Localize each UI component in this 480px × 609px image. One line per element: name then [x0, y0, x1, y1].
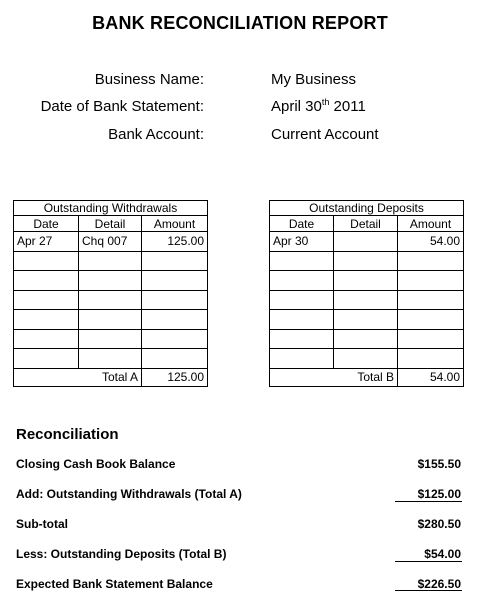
- reconciliation-heading: Reconciliation: [16, 426, 119, 443]
- deposits-cell-amount: [398, 290, 464, 310]
- deposits-cell-detail: [334, 310, 398, 330]
- deposits-row: [270, 232, 464, 252]
- withdrawals-row: [14, 271, 208, 291]
- deposits-row: [270, 290, 464, 310]
- withdrawals-cell-detail: Chq 007: [79, 232, 142, 252]
- deposits-cell-amount: [398, 251, 464, 271]
- balance-rule: [395, 561, 462, 562]
- withdrawals-cell-detail: [79, 290, 142, 310]
- statement-date-value: [271, 98, 366, 115]
- deposits-caption: Outstanding Deposits: [270, 201, 464, 216]
- withdrawals-cell-date: [14, 271, 79, 291]
- add-withdrawals-value: $125.00: [417, 487, 461, 501]
- less-deposits-label: Less: Outstanding Deposits (Total B): [16, 547, 227, 561]
- final-rule: [395, 590, 462, 591]
- withdrawals-row: [14, 349, 208, 369]
- withdrawals-cell-date: [14, 290, 79, 310]
- subtotal-rule: [395, 501, 462, 502]
- deposits-cell-amount: [398, 349, 464, 369]
- deposits-cell-detail: [334, 329, 398, 349]
- business-name-label: Business Name:: [94, 71, 204, 88]
- withdrawals-caption: Outstanding Withdrawals: [14, 201, 208, 216]
- withdrawals-cell-detail: [79, 271, 142, 291]
- withdrawals-total-label: Total A: [79, 368, 142, 386]
- outstanding-deposits-table: [269, 200, 464, 387]
- report-title: BANK RECONCILIATION REPORT: [92, 13, 388, 33]
- withdrawals-cell-amount: [142, 310, 208, 330]
- withdrawals-cell-amount: [142, 349, 208, 369]
- business-name-value: My Business: [271, 71, 357, 88]
- withdrawals-row: [14, 310, 208, 330]
- withdrawals-cell-detail: [79, 329, 142, 349]
- deposits-cell-date: Apr 30: [270, 232, 334, 252]
- deposits-cell-amount: [398, 271, 464, 291]
- deposits-cell-amount: 54.00: [398, 232, 464, 252]
- less-deposits-value: $54.00: [424, 547, 461, 561]
- deposits-row: [270, 251, 464, 271]
- deposits-total-spacer: [270, 368, 334, 386]
- withdrawals-header-date: Date: [14, 216, 79, 232]
- withdrawals-total-spacer: [14, 368, 79, 386]
- deposits-cell-date: [270, 251, 334, 271]
- add-withdrawals-label: Add: Outstanding Withdrawals (Total A): [16, 487, 242, 501]
- withdrawals-cell-date: [14, 329, 79, 349]
- outstanding-withdrawals-table: [13, 200, 208, 387]
- withdrawals-cell-date: Apr 27: [14, 232, 79, 252]
- deposits-cell-detail: [334, 290, 398, 310]
- withdrawals-cell-date: [14, 349, 79, 369]
- withdrawals-cell-amount: [142, 251, 208, 271]
- closing-cash-book-label: Closing Cash Book Balance: [16, 457, 176, 471]
- bank-account-label: Bank Account:: [108, 126, 204, 143]
- closing-cash-book-value: $155.50: [417, 457, 461, 471]
- withdrawals-cell-amount: [142, 290, 208, 310]
- withdrawals-row: [14, 232, 208, 252]
- deposits-cell-detail: [334, 251, 398, 271]
- withdrawals-cell-detail: [79, 349, 142, 369]
- withdrawals-header-detail: Detail: [79, 216, 142, 232]
- statement-date-suffix: th: [321, 97, 330, 107]
- withdrawals-cell-amount: [142, 329, 208, 349]
- deposits-cell-detail: [334, 349, 398, 369]
- deposits-total-value: 54.00: [398, 368, 464, 386]
- withdrawals-cell-date: [14, 251, 79, 271]
- deposits-cell-detail: [334, 271, 398, 291]
- expected-balance-label: Expected Bank Statement Balance: [16, 577, 213, 591]
- withdrawals-cell-detail: [79, 251, 142, 271]
- withdrawals-row: [14, 251, 208, 271]
- deposits-cell-date: [270, 349, 334, 369]
- withdrawals-row: [14, 329, 208, 349]
- subtotal-value: $280.50: [417, 517, 461, 531]
- deposits-cell-date: [270, 271, 334, 291]
- deposits-row: [270, 271, 464, 291]
- statement-date-year: 2011: [329, 98, 366, 115]
- withdrawals-cell-date: [14, 310, 79, 330]
- expected-balance-value: $226.50: [417, 577, 461, 591]
- withdrawals-total-value: 125.00: [142, 368, 208, 386]
- deposits-header-detail: Detail: [334, 216, 398, 232]
- deposits-cell-amount: [398, 310, 464, 330]
- deposits-header-date: Date: [270, 216, 334, 232]
- statement-date-label: Date of Bank Statement:: [40, 98, 204, 115]
- deposits-header-amount: Amount: [398, 216, 464, 232]
- deposits-cell-detail: [334, 232, 398, 252]
- withdrawals-header-amount: Amount: [142, 216, 208, 232]
- deposits-cell-amount: [398, 329, 464, 349]
- withdrawals-row: [14, 290, 208, 310]
- deposits-cell-date: [270, 290, 334, 310]
- deposits-row: [270, 310, 464, 330]
- withdrawals-cell-amount: [142, 271, 208, 291]
- deposits-cell-date: [270, 310, 334, 330]
- withdrawals-cell-detail: [79, 310, 142, 330]
- deposits-cell-date: [270, 329, 334, 349]
- withdrawals-cell-amount: 125.00: [142, 232, 208, 252]
- bank-account-value: Current Account: [271, 126, 379, 143]
- statement-date-day: April 30: [271, 98, 322, 115]
- subtotal-label: Sub-total: [16, 517, 68, 531]
- deposits-row: [270, 349, 464, 369]
- deposits-row: [270, 329, 464, 349]
- deposits-total-label: Total B: [334, 368, 398, 386]
